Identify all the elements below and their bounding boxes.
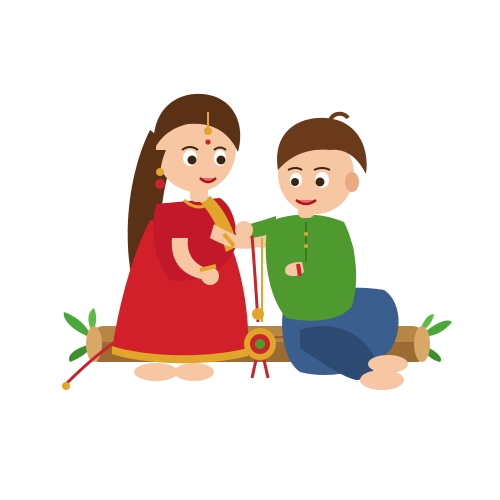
boy-foot-right [368, 355, 408, 373]
girl-foot-right [174, 363, 214, 381]
girl-smile [200, 178, 216, 182]
bindi [205, 139, 210, 144]
boy-smile [296, 200, 316, 204]
boy-ear [345, 172, 359, 192]
girl-eye-left [188, 156, 197, 165]
girl-eye-right [217, 156, 226, 165]
boy-hand-left [235, 221, 253, 239]
boy-eye-left [291, 178, 299, 186]
girl-earring [155, 179, 165, 189]
girl-foot-left [134, 363, 178, 381]
maang-tikka [204, 127, 212, 135]
boy-eye-right [316, 178, 325, 187]
boy-foot-left [360, 370, 404, 390]
